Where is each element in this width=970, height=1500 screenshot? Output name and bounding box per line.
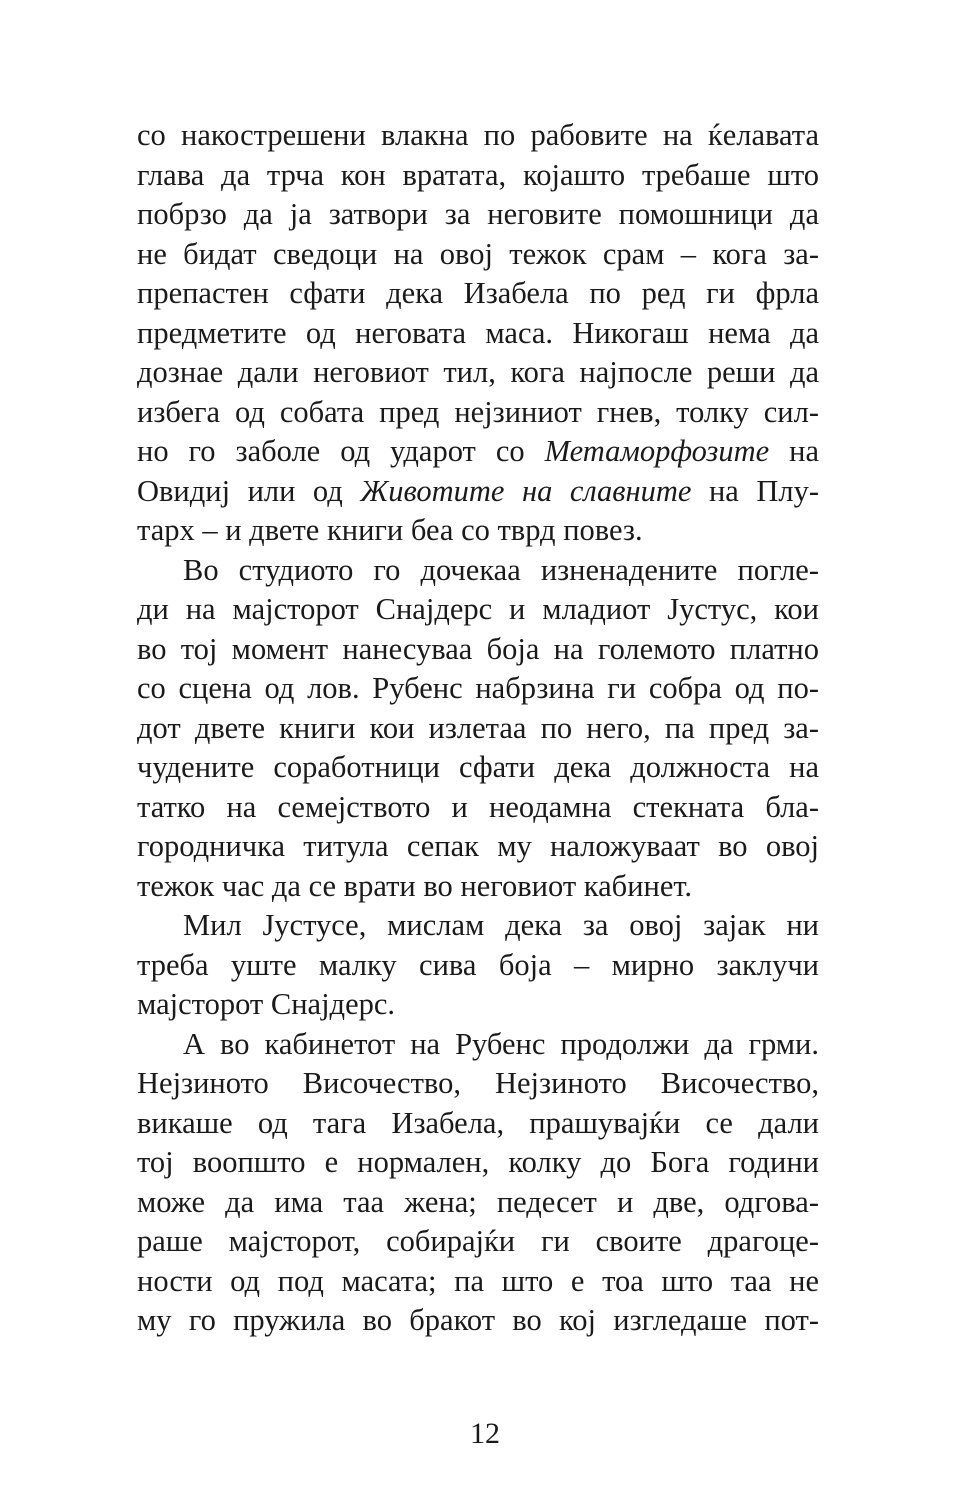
- text-run: дот двете книги кои излетаа по него, па пред за-: [137, 710, 819, 745]
- text-run: тарх – и двете книги беа со тврд повез.: [137, 513, 643, 547]
- text-line: [137, 195, 819, 235]
- text-run: мајсторот Снајдерс.: [137, 987, 396, 1021]
- text-run: на: [769, 434, 819, 468]
- text-run: препастен сфати дека Изабела по ред ги фрла: [137, 276, 819, 310]
- text-line: [137, 867, 819, 907]
- book-title-italic: Метаморфозите: [544, 434, 770, 468]
- text-line: [137, 985, 819, 1025]
- text-run: избега од собата пред нејзиниот гнев, толку сил-: [137, 394, 819, 429]
- text-line: [137, 1183, 819, 1223]
- text-run: му го пружила во бракот во кој изгледаше пот-: [137, 1303, 819, 1337]
- text-line: [137, 551, 819, 591]
- text-line: [137, 1104, 819, 1144]
- page-number: 12: [470, 1417, 500, 1450]
- text-line: [137, 590, 819, 630]
- text-line: [137, 353, 819, 393]
- text-run: Нејзиното Височество, Нејзиното Височество,: [137, 1066, 819, 1100]
- text-run: А во кабинетот на Рубенс продолжи да грми.: [183, 1026, 819, 1061]
- book-title-italic: Животите на славните: [360, 473, 692, 508]
- text-run: ди на мајсторот Снајдерс и младиот Јустус, кои: [137, 592, 819, 626]
- text-run: дознае дали неговиот тил, кога најпосле реши да: [137, 355, 819, 389]
- text-run: Овидиј или од: [137, 473, 361, 508]
- text-line: [137, 946, 819, 986]
- text-run: треба уште малку сива боја – мирно заклучи: [137, 947, 819, 982]
- text-line: [137, 1064, 819, 1104]
- text-line: [137, 156, 819, 196]
- text-run: на Плу-: [691, 473, 820, 508]
- body-text: [137, 116, 819, 1341]
- text-run: Мил Јустусе, мислам дека за овој зајак ни: [183, 908, 819, 942]
- text-line: [137, 709, 819, 749]
- text-line: [137, 906, 819, 946]
- text-run: тој воопшто е нормален, колку до Бога години: [137, 1145, 819, 1179]
- text-run: во тој момент нанесуваа боја на големото платно: [137, 631, 819, 666]
- text-run: ности од под масата; па што е тоа што таа не: [137, 1263, 819, 1298]
- text-run: со накострешени влакна по рабовите на ќелавата: [137, 118, 819, 152]
- text-line: [137, 748, 819, 788]
- text-line: [137, 1143, 819, 1183]
- text-run: городничка титула сепак му наложуваат во овој: [137, 829, 819, 863]
- text-run: викаше од тага Изабела, прашувајќи се дали: [137, 1105, 819, 1140]
- text-line: [137, 511, 819, 551]
- text-run: тежок час да се врати во неговиот кабинет.: [137, 868, 693, 903]
- text-line: [137, 827, 819, 867]
- text-run: Во студиото го дочекаа изненадените погле-: [183, 552, 819, 587]
- text-line: [137, 235, 819, 275]
- text-line: [137, 432, 819, 472]
- text-line: [137, 393, 819, 433]
- text-run: предметите од неговата маса. Никогаш нема да: [137, 315, 819, 350]
- text-line: [137, 314, 819, 354]
- text-line: [137, 669, 819, 709]
- text-line: [137, 630, 819, 670]
- text-run: не бидат сведоци на овој тежок срам – кога за-: [137, 236, 819, 271]
- text-run: може да има таа жена; педесет и две, одгова-: [137, 1184, 819, 1219]
- text-line: [137, 472, 819, 512]
- text-run: глава да трча кон вратата, којашто требаше што: [137, 157, 819, 192]
- text-line: [137, 1301, 819, 1341]
- paragraph: [137, 1025, 819, 1341]
- text-line: [137, 1222, 819, 1262]
- paragraph: [137, 906, 819, 1025]
- text-run: татко на семејството и неодамна стекната бла-: [137, 789, 819, 824]
- text-line: [137, 788, 819, 828]
- text-run: раше мајсторот, собирајќи ги своите драгоце-: [137, 1224, 819, 1258]
- text-run: побрзо да ја затвори за неговите помошници да: [137, 197, 819, 231]
- text-line: [137, 1262, 819, 1302]
- text-run: чудените соработници сфати дека должноста на: [137, 750, 819, 784]
- text-run: со сцена од лов. Рубенс набрзина ги собра од по-: [137, 671, 819, 705]
- paragraph: [137, 116, 819, 551]
- text-line: [137, 1025, 819, 1065]
- text-line: [137, 116, 819, 156]
- text-run: но го заболе од ударот со: [137, 434, 545, 468]
- paragraph: [137, 551, 819, 907]
- text-line: [137, 274, 819, 314]
